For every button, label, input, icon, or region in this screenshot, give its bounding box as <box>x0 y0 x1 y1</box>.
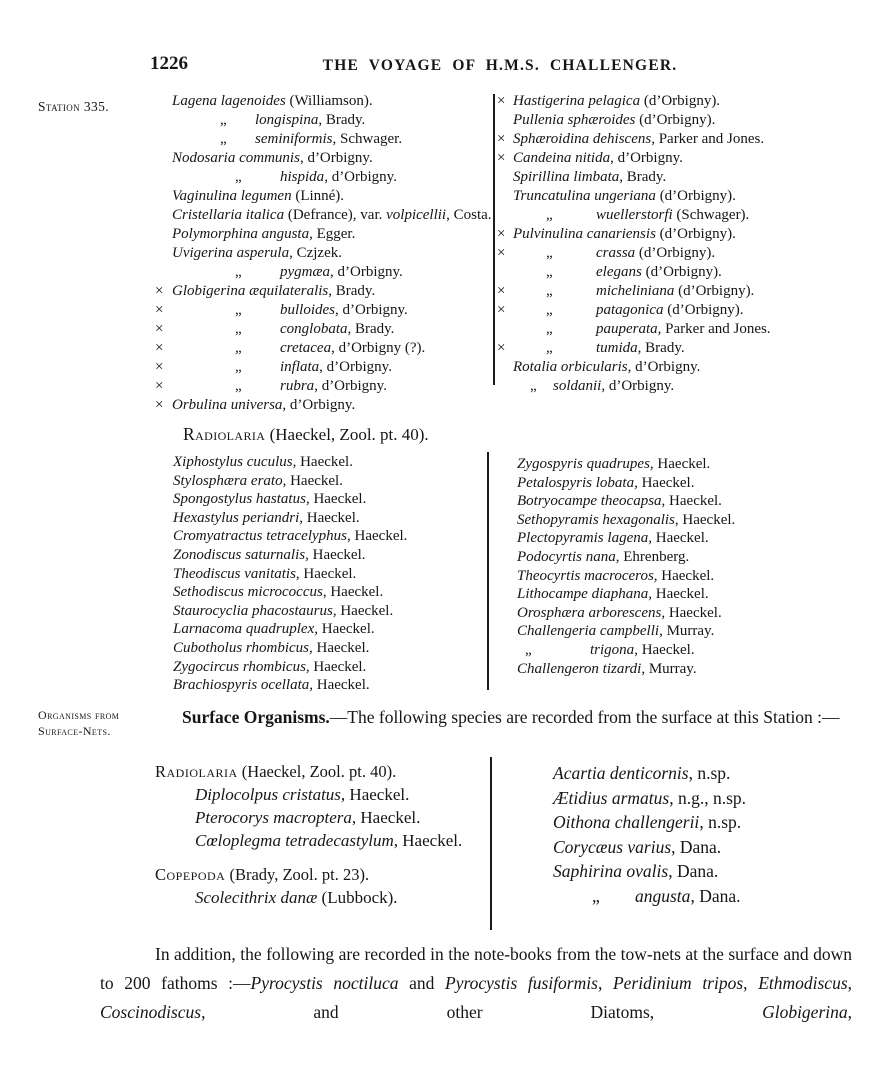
species-row: Cromyatractus tetracelyphus, Haeckel. <box>173 528 408 545</box>
species-row: × „ crassa (d’Orbigny). <box>497 245 716 261</box>
species-row: Pullenia sphæroides (d’Orbigny). <box>513 112 716 128</box>
species-row: „ angusta, Dana. <box>553 884 853 909</box>
species-row: Hexastylus periandri, Haeckel. <box>173 509 360 526</box>
ditto-mark: „ <box>235 378 242 394</box>
species-row: „ elegans (d’Orbigny). <box>546 264 722 280</box>
species-row: Theodiscus vanitatis, Haeckel. <box>173 565 357 582</box>
column-divider <box>490 757 492 930</box>
ditto-mark: „ <box>546 302 553 318</box>
species-row: Pterocorys macroptera, Haeckel. <box>195 808 421 827</box>
present-mark: × <box>155 340 164 356</box>
species-row: × „ patagonica (d’Orbigny). <box>497 302 744 318</box>
margin-note-line: Organisms from <box>38 708 120 722</box>
radiolaria-heading-ref: (Haeckel, Zool. pt. 40). <box>265 425 429 444</box>
radiolaria-heading <box>183 424 429 445</box>
ditto-mark: „ <box>235 169 242 185</box>
species-row: × „ conglobata, Brady. <box>155 321 395 337</box>
ditto-mark: „ <box>220 112 227 128</box>
ditto-mark: „ <box>235 321 242 337</box>
foraminifera-list-right <box>497 92 867 396</box>
species-row: Challengeron tizardi, Murray. <box>517 660 697 677</box>
species-row: Lagena lagenoides (Williamson). <box>172 93 373 109</box>
present-mark: × <box>155 321 164 337</box>
species-row: Challengeria campbelli, Murray. <box>517 623 715 640</box>
ditto-mark: „ <box>546 340 553 356</box>
radiolaria-list-left <box>173 453 493 695</box>
species-row: Cristellaria italica (Defrance), var. volpicellii, Costa. <box>172 207 492 223</box>
surface-list-right <box>553 761 853 908</box>
species-row: Oithona challengerii, n.sp. <box>553 812 742 832</box>
species-row: „ trigona, Haeckel. <box>525 641 695 658</box>
species-row: „ pygmæa, d’Orbigny. <box>235 264 403 280</box>
species-row: Cubotholus rhombicus, Haeckel. <box>173 639 370 656</box>
species-row: Zonodiscus saturnalis, Haeckel. <box>173 546 366 563</box>
radiolaria-heading-name: Radiolaria <box>183 424 266 444</box>
ditto-mark: „ <box>546 283 553 299</box>
species-row: Petalospyris lobata, Haeckel. <box>517 474 695 491</box>
species-row: Zygospyris quadrupes, Haeckel. <box>517 456 711 472</box>
species-row: × „ bulloides, d’Orbigny. <box>155 302 408 318</box>
ditto-mark: „ <box>546 321 553 337</box>
ditto-mark: „ <box>235 359 242 375</box>
species-row: Polymorphina angusta, Egger. <box>172 226 356 242</box>
group-heading: Radiolaria (Haeckel, Zool. pt. 40). <box>155 762 397 781</box>
species-row: Sethopyramis hexagonalis, Haeckel. <box>517 511 736 528</box>
species-row: Podocyrtis nana, Ehrenberg. <box>517 548 690 565</box>
page-number: 1226 <box>150 53 188 74</box>
species-row: Theocyrtis macroceros, Haeckel. <box>517 567 715 584</box>
present-mark: × <box>155 302 164 318</box>
species-row: × „ tumida, Brady. <box>497 340 685 356</box>
present-mark: × <box>497 283 506 299</box>
species-row: Nodosaria communis, d’Orbigny. <box>172 150 373 166</box>
ditto-mark: „ <box>546 245 553 261</box>
species-row: × „ cretacea, d’Orbigny (?). <box>155 340 426 356</box>
foraminifera-list-left <box>155 92 493 415</box>
present-mark: × <box>497 226 506 242</box>
species-row: Brachiospyris ocellata, Haeckel. <box>173 677 370 694</box>
radiolaria-list-right <box>517 455 867 678</box>
ditto-mark: „ <box>530 378 537 394</box>
group-heading: Copepoda (Brady, Zool. pt. 23). <box>155 865 370 884</box>
present-mark: × <box>155 378 164 394</box>
present-mark: × <box>497 302 506 318</box>
species-row: Ætidius armatus, n.g., n.sp. <box>553 787 747 808</box>
surface-organisms-paragraph <box>152 703 848 732</box>
margin-note-station: Station 335. <box>38 99 110 114</box>
present-mark: × <box>155 283 164 299</box>
ditto-mark: „ <box>235 264 242 280</box>
species-row: Truncatulina ungeriana (d’Orbigny). <box>513 188 736 204</box>
present-mark: × <box>155 397 164 413</box>
species-row: Diplocolpus cristatus, Haeckel. <box>195 785 410 804</box>
species-row: „ longispina, Brady. <box>220 112 366 128</box>
present-mark: × <box>497 93 506 109</box>
species-row: Rotalia orbicularis, d’Orbigny. <box>513 359 701 375</box>
species-row: Cœloplegma tetradecastylum, Haeckel. <box>195 831 463 850</box>
ditto-mark: „ <box>592 885 600 906</box>
present-mark: × <box>497 340 506 356</box>
species-row: Botryocampe theocapsa, Haeckel. <box>517 493 722 510</box>
column-divider <box>493 94 495 385</box>
species-row: Acartia denticornis, n.sp. <box>553 763 731 783</box>
species-row: × „ rubra, d’Orbigny. <box>155 378 387 394</box>
present-mark: × <box>497 245 506 261</box>
species-row: × Pulvinulina canariensis (d’Orbigny). <box>497 226 736 242</box>
species-row: × Globigerina æquilateralis, Brady. <box>155 283 376 299</box>
present-mark: × <box>155 359 164 375</box>
species-row: × „ micheliniana (d’Orbigny). <box>497 283 755 299</box>
species-row: × Orbulina universa, d’Orbigny. <box>155 397 356 413</box>
margin-note-surface-nets <box>38 707 119 739</box>
species-row: „ wuellerstorfi (Schwager). <box>546 207 750 223</box>
species-row: Vaginulina legumen (Linné). <box>172 188 345 204</box>
surface-list-left <box>155 760 485 909</box>
column-divider <box>487 452 489 690</box>
species-row: Zygocircus rhombicus, Haeckel. <box>173 658 367 675</box>
ditto-mark: „ <box>235 302 242 318</box>
species-row: Scolecithrix danæ (Lubbock). <box>195 888 398 907</box>
present-mark: × <box>497 150 506 166</box>
species-row: „ pauperata, Parker and Jones. <box>546 321 771 337</box>
species-row: Uvigerina asperula, Czjzek. <box>172 245 342 261</box>
ditto-mark: „ <box>546 264 553 280</box>
species-row: Corycæus varius, Dana. <box>553 836 722 857</box>
species-row: Spongostylus hastatus, Haeckel. <box>173 491 367 508</box>
species-row: Lithocampe diaphana, Haeckel. <box>517 586 709 603</box>
surface-organisms-text: —The following species are recorded from the surface at this Station :— <box>329 707 840 727</box>
species-row: „ hispida, d’Orbigny. <box>235 169 397 185</box>
species-row: × Candeina nitida, d’Orbigny. <box>497 150 683 166</box>
ditto-mark: „ <box>235 340 242 356</box>
species-row: Saphirina ovalis, Dana. <box>553 861 719 881</box>
ditto-mark: „ <box>220 131 227 147</box>
species-row: „ seminiformis, Schwager. <box>220 131 403 147</box>
species-row: Staurocyclia phacostaurus, Haeckel. <box>173 602 394 619</box>
group-items <box>155 783 485 852</box>
species-row: „ soldanii, d’Orbigny. <box>530 378 675 394</box>
species-row: Stylosphæra erato, Haeckel. <box>173 472 343 489</box>
group-items <box>155 886 485 909</box>
running-title: THE VOYAGE OF H.M.S. CHALLENGER. <box>322 57 678 74</box>
ditto-mark: „ <box>525 641 532 658</box>
species-row: Plectopyramis lagena, Haeckel. <box>517 530 709 547</box>
ditto-mark: „ <box>546 207 553 223</box>
present-mark: × <box>497 131 506 147</box>
species-row: Orosphæra arborescens, Haeckel. <box>517 604 722 621</box>
species-row: Spirillina limbata, Brady. <box>513 169 667 185</box>
species-row: × Sphæroidina dehiscens, Parker and Jones. <box>497 131 765 147</box>
species-row: Larnacoma quadruplex, Haeckel. <box>173 621 375 638</box>
footer-paragraph: In addition, the following are recorded in the note-books from the tow-nets at the surface and down to 200 fathoms :—Pyrocystis noctiluca and Pyrocystis fusiformis, Peridinium tripos, Ethmodiscus, Coscinodiscus, and other Diatoms, Globigerina, <box>100 944 853 1022</box>
species-row: × Hastigerina pelagica (d’Orbigny). <box>497 93 721 109</box>
margin-note-line: Surface-Nets. <box>38 724 111 738</box>
species-row: Sethodiscus micrococcus, Haeckel. <box>173 584 384 601</box>
species-row: × „ inflata, d’Orbigny. <box>155 359 392 375</box>
surface-organisms-lead: Surface Organisms. <box>182 707 330 727</box>
species-row: Xiphostylus cuculus, Haeckel. <box>173 454 353 470</box>
